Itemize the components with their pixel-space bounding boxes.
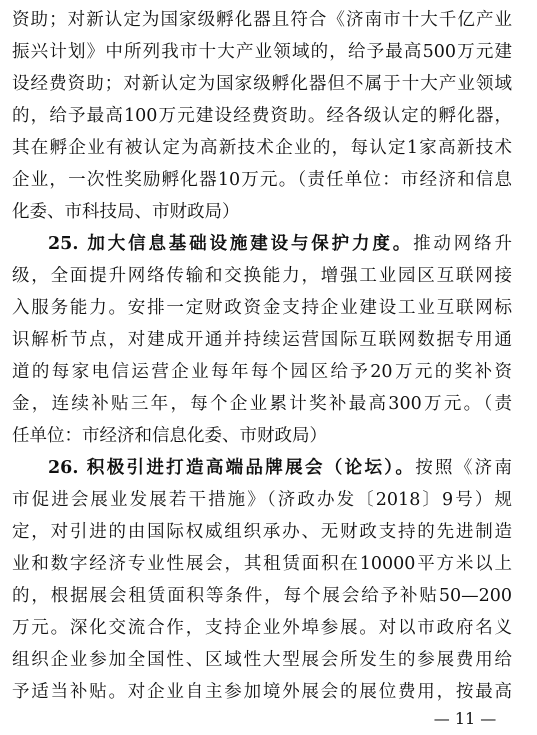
item-26-heading: 26. 积极引进打造高端品牌展会（论坛）。 <box>48 458 416 478</box>
paragraph-line: 企业，一次性奖励孵化器10万元。（责任单位：市经济和信息 <box>12 170 512 190</box>
paragraph-line: 市促进会展业发展若干措施》（济政办发〔2018〕9号）规 <box>12 490 512 510</box>
paragraph-line: 业和数字经济专业性展会，其租赁面积在10000平方米以上 <box>12 554 512 574</box>
paragraph-line: 金，连续补贴三年，每个企业累计奖补最高300万元。（责 <box>12 394 512 414</box>
item-25-first-line-text: 推动网络升 <box>413 234 512 254</box>
paragraph-line: 组织企业参加全国性、区域性大型展会所发生的参展费用给 <box>12 650 512 670</box>
item-26-first-line <box>48 456 512 480</box>
paragraph-line: 级，全面提升网络传输和交换能力，增强工业园区互联网接 <box>12 266 512 286</box>
item-25-heading: 25. 加大信息基础设施建设与保护力度。 <box>48 234 414 254</box>
paragraph-line: 振兴计划》中所列我市十大产业领域的，给予最高500万元建 <box>12 42 512 62</box>
paragraph-line: 道的每家电信运营企业每年每个园区给予20万元的奖补资 <box>12 362 512 382</box>
paragraph-line: 识解析节点，对建成开通并持续运营国际互联网数据专用通 <box>12 330 512 350</box>
item-25-first-line <box>48 232 512 256</box>
paragraph-line: 设经费资助；对新认定为国家级孵化器但不属于十大产业领域 <box>12 74 512 94</box>
paragraph-line: 资助；对新认定为国家级孵化器且符合《济南市十大千亿产业 <box>12 10 512 30</box>
paragraph-line: 予适当补贴。对企业自主参加境外展会的展位费用，按最高 <box>12 682 512 702</box>
page-number: — 11 — <box>433 709 497 728</box>
paragraph-line: 化委、市科技局、市财政局） <box>12 202 240 222</box>
paragraph-line: 的，根据展会租赁面积等条件，每个展会给予补贴50—200 <box>12 586 512 606</box>
paragraph-line: 万元。深化交流合作，支持企业外埠参展。对以市政府名义 <box>12 618 512 638</box>
item-26-first-line-text: 按照《济南 <box>415 458 512 478</box>
paragraph-line: 的，给予最高100万元建设经费资助。经各级认定的孵化器， <box>12 106 512 126</box>
paragraph-line: 入服务能力。安排一定财政资金支持企业建设工业互联网标 <box>12 298 512 318</box>
paragraph-line: 定，对引进的由国际权威组织承办、无财政支持的先进制造 <box>12 522 512 542</box>
paragraph-line: 任单位：市经济和信息化委、市财政局） <box>12 426 327 446</box>
paragraph-line: 其在孵企业有被认定为高新技术企业的，每认定1家高新技术 <box>12 138 512 158</box>
